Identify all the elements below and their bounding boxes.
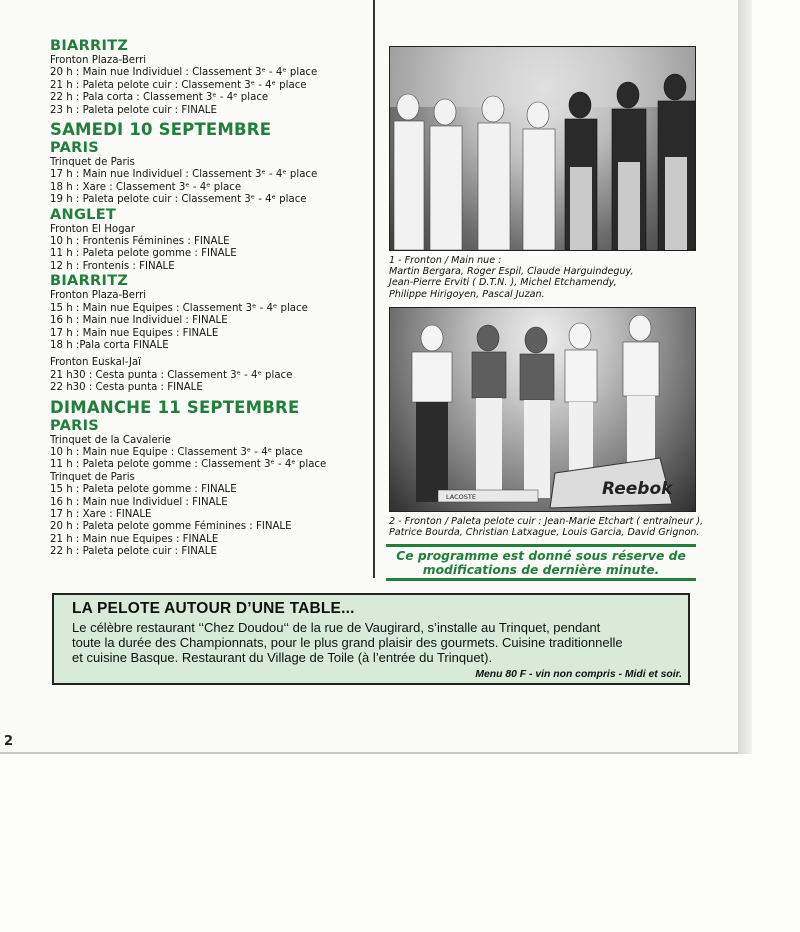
page-number: 2 — [4, 734, 14, 749]
venue-name: Trinquet de Paris — [50, 157, 135, 169]
caption-line: 1 - Fronton / Main nue : — [389, 255, 502, 266]
schedule-line: 15 h : Paleta pelote gomme : FINALE — [50, 484, 237, 496]
caption-line: Patrice Bourda, Christian Latxague, Louis Garcia, David Grignon. — [389, 527, 700, 539]
photo-caption-2 — [389, 516, 709, 538]
lacoste-banner-text: LACOSTE — [446, 493, 476, 501]
caption-line: Martin Bergara, Roger Espil, Claude Harguindeguy, — [389, 266, 634, 278]
restaurant-box — [52, 593, 690, 685]
schedule-line: 18 h : Xare : Classement 3ᵉ - 4ᵉ place — [50, 181, 242, 193]
city-heading: PARIS — [50, 140, 100, 157]
city-heading: BIARRITZ — [50, 38, 129, 54]
schedule-line: 19 h : Paleta pelote cuir : Classement 3ᵉ - 4ᵉ place — [50, 194, 307, 206]
program-notice — [386, 544, 696, 581]
schedule-line: 20 h : Paleta pelote gomme Féminines : FINALE — [50, 521, 292, 533]
schedule-line: 18 h :Pala corta FINALE — [50, 339, 169, 351]
venue-name: Fronton El Hogar — [50, 223, 135, 235]
schedule-line: 10 h : Frontenis Féminines : FINALE — [50, 236, 230, 248]
schedule-line: 11 h : Paleta pelote gomme : FINALE — [50, 248, 237, 260]
team-photo-main-nue — [389, 46, 696, 251]
day-heading: DIMANCHE 11 SEPTEMBRE — [50, 397, 300, 417]
schedule-line: 22 h30 : Cesta punta : FINALE — [50, 382, 203, 394]
schedule-line: 21 h : Main nue Equipes : FINALE — [50, 533, 219, 545]
venue-name: Trinquet de Paris — [50, 471, 135, 483]
notice-line: modifications de dernière minute. — [422, 563, 660, 577]
tournament-program — [50, 38, 368, 559]
restaurant-line: toute la durée des Championnats, pour le plus grand plaisir des gourmets. Cuisine traditionnelle — [72, 635, 623, 651]
schedule-line: 21 h : Paleta pelote cuir : Classement 3ᵉ - 4ᵉ place — [50, 79, 307, 91]
city-heading: PARIS — [50, 417, 100, 434]
schedule-line: 16 h : Main nue Individuel : FINALE — [50, 496, 228, 508]
city-heading: BIARRITZ — [50, 273, 129, 290]
restaurant-title: LA PELOTE AUTOUR D’UNE TABLE... — [72, 600, 355, 617]
notice-line: Ce programme est donné sous réserve de — [396, 549, 686, 563]
schedule-line: 17 h : Xare : FINALE — [50, 508, 152, 520]
caption-line: Jean-Pierre Erviti ( D.T.N. ), Michel Etchamendy, — [389, 277, 617, 289]
schedule-line: 21 h30 : Cesta punta : Classement 3ᵉ - 4ᵉ place — [50, 369, 293, 381]
schedule-line: 17 h : Main nue Equipes : FINALE — [50, 327, 219, 339]
restaurant-line: et cuisine Basque. Restaurant du Village de Toile (à l’entrée du Trinquet). — [72, 650, 493, 666]
day-heading: SAMEDI 10 SEPTEMBRE — [50, 120, 272, 140]
page-edge-shadow — [738, 0, 752, 754]
venue-name: Fronton Plaza-Berri — [50, 55, 147, 66]
caption-line: Philippe Hirigoyen, Pascal Juzan. — [389, 288, 545, 300]
photo-caption-1 — [389, 255, 709, 300]
schedule-line: 22 h : Paleta pelote cuir : FINALE — [50, 546, 217, 558]
schedule-line: 11 h : Paleta pelote gomme : Classement 3ᵉ - 4ᵉ place — [50, 459, 327, 471]
column-divider — [373, 0, 375, 578]
team-photo-paleta — [389, 307, 696, 512]
schedule-line: 10 h : Main nue Equipe : Classement 3ᵉ - 4ᵉ place — [50, 446, 303, 458]
schedule-line: 20 h : Main nue Individuel : Classement 3ᵉ - 4ᵉ place — [50, 67, 318, 79]
restaurant-menu-price: Menu 80 F - vin non compris - Midi et soir. — [475, 669, 682, 680]
venue-name: Trinquet de la Cavalerie — [50, 434, 171, 446]
caption-line: 2 - Fronton / Paleta pelote cuir : Jean-Marie Etchart ( entraîneur ), — [389, 516, 704, 527]
schedule-line: 22 h : Pala corta : Classement 3ᵉ - 4ᵉ place — [50, 92, 269, 104]
schedule-line: 15 h : Main nue Equipes : Classement 3ᵉ - 4ᵉ place — [50, 302, 308, 314]
schedule-line: 16 h : Main nue Individuel : FINALE — [50, 315, 228, 327]
city-heading: ANGLET — [50, 206, 117, 223]
schedule-line: 17 h : Main nue Individuel : Classement 3ᵉ - 4ᵉ place — [50, 169, 318, 181]
schedule-line: 23 h : Paleta pelote cuir : FINALE — [50, 104, 217, 116]
restaurant-line: Le célèbre restaurant ‘‘Chez Doudou‘‘ de la rue de Vaugirard, s’installe au Trinquet, pendant — [72, 620, 601, 635]
schedule-line: 12 h : Frontenis : FINALE — [50, 260, 175, 272]
restaurant-description — [72, 620, 672, 666]
venue-name: Fronton Plaza-Berri — [50, 290, 147, 302]
venue-name: Fronton Euskal-Jaï — [50, 357, 142, 369]
reebok-banner-text: Reebok — [602, 479, 673, 499]
